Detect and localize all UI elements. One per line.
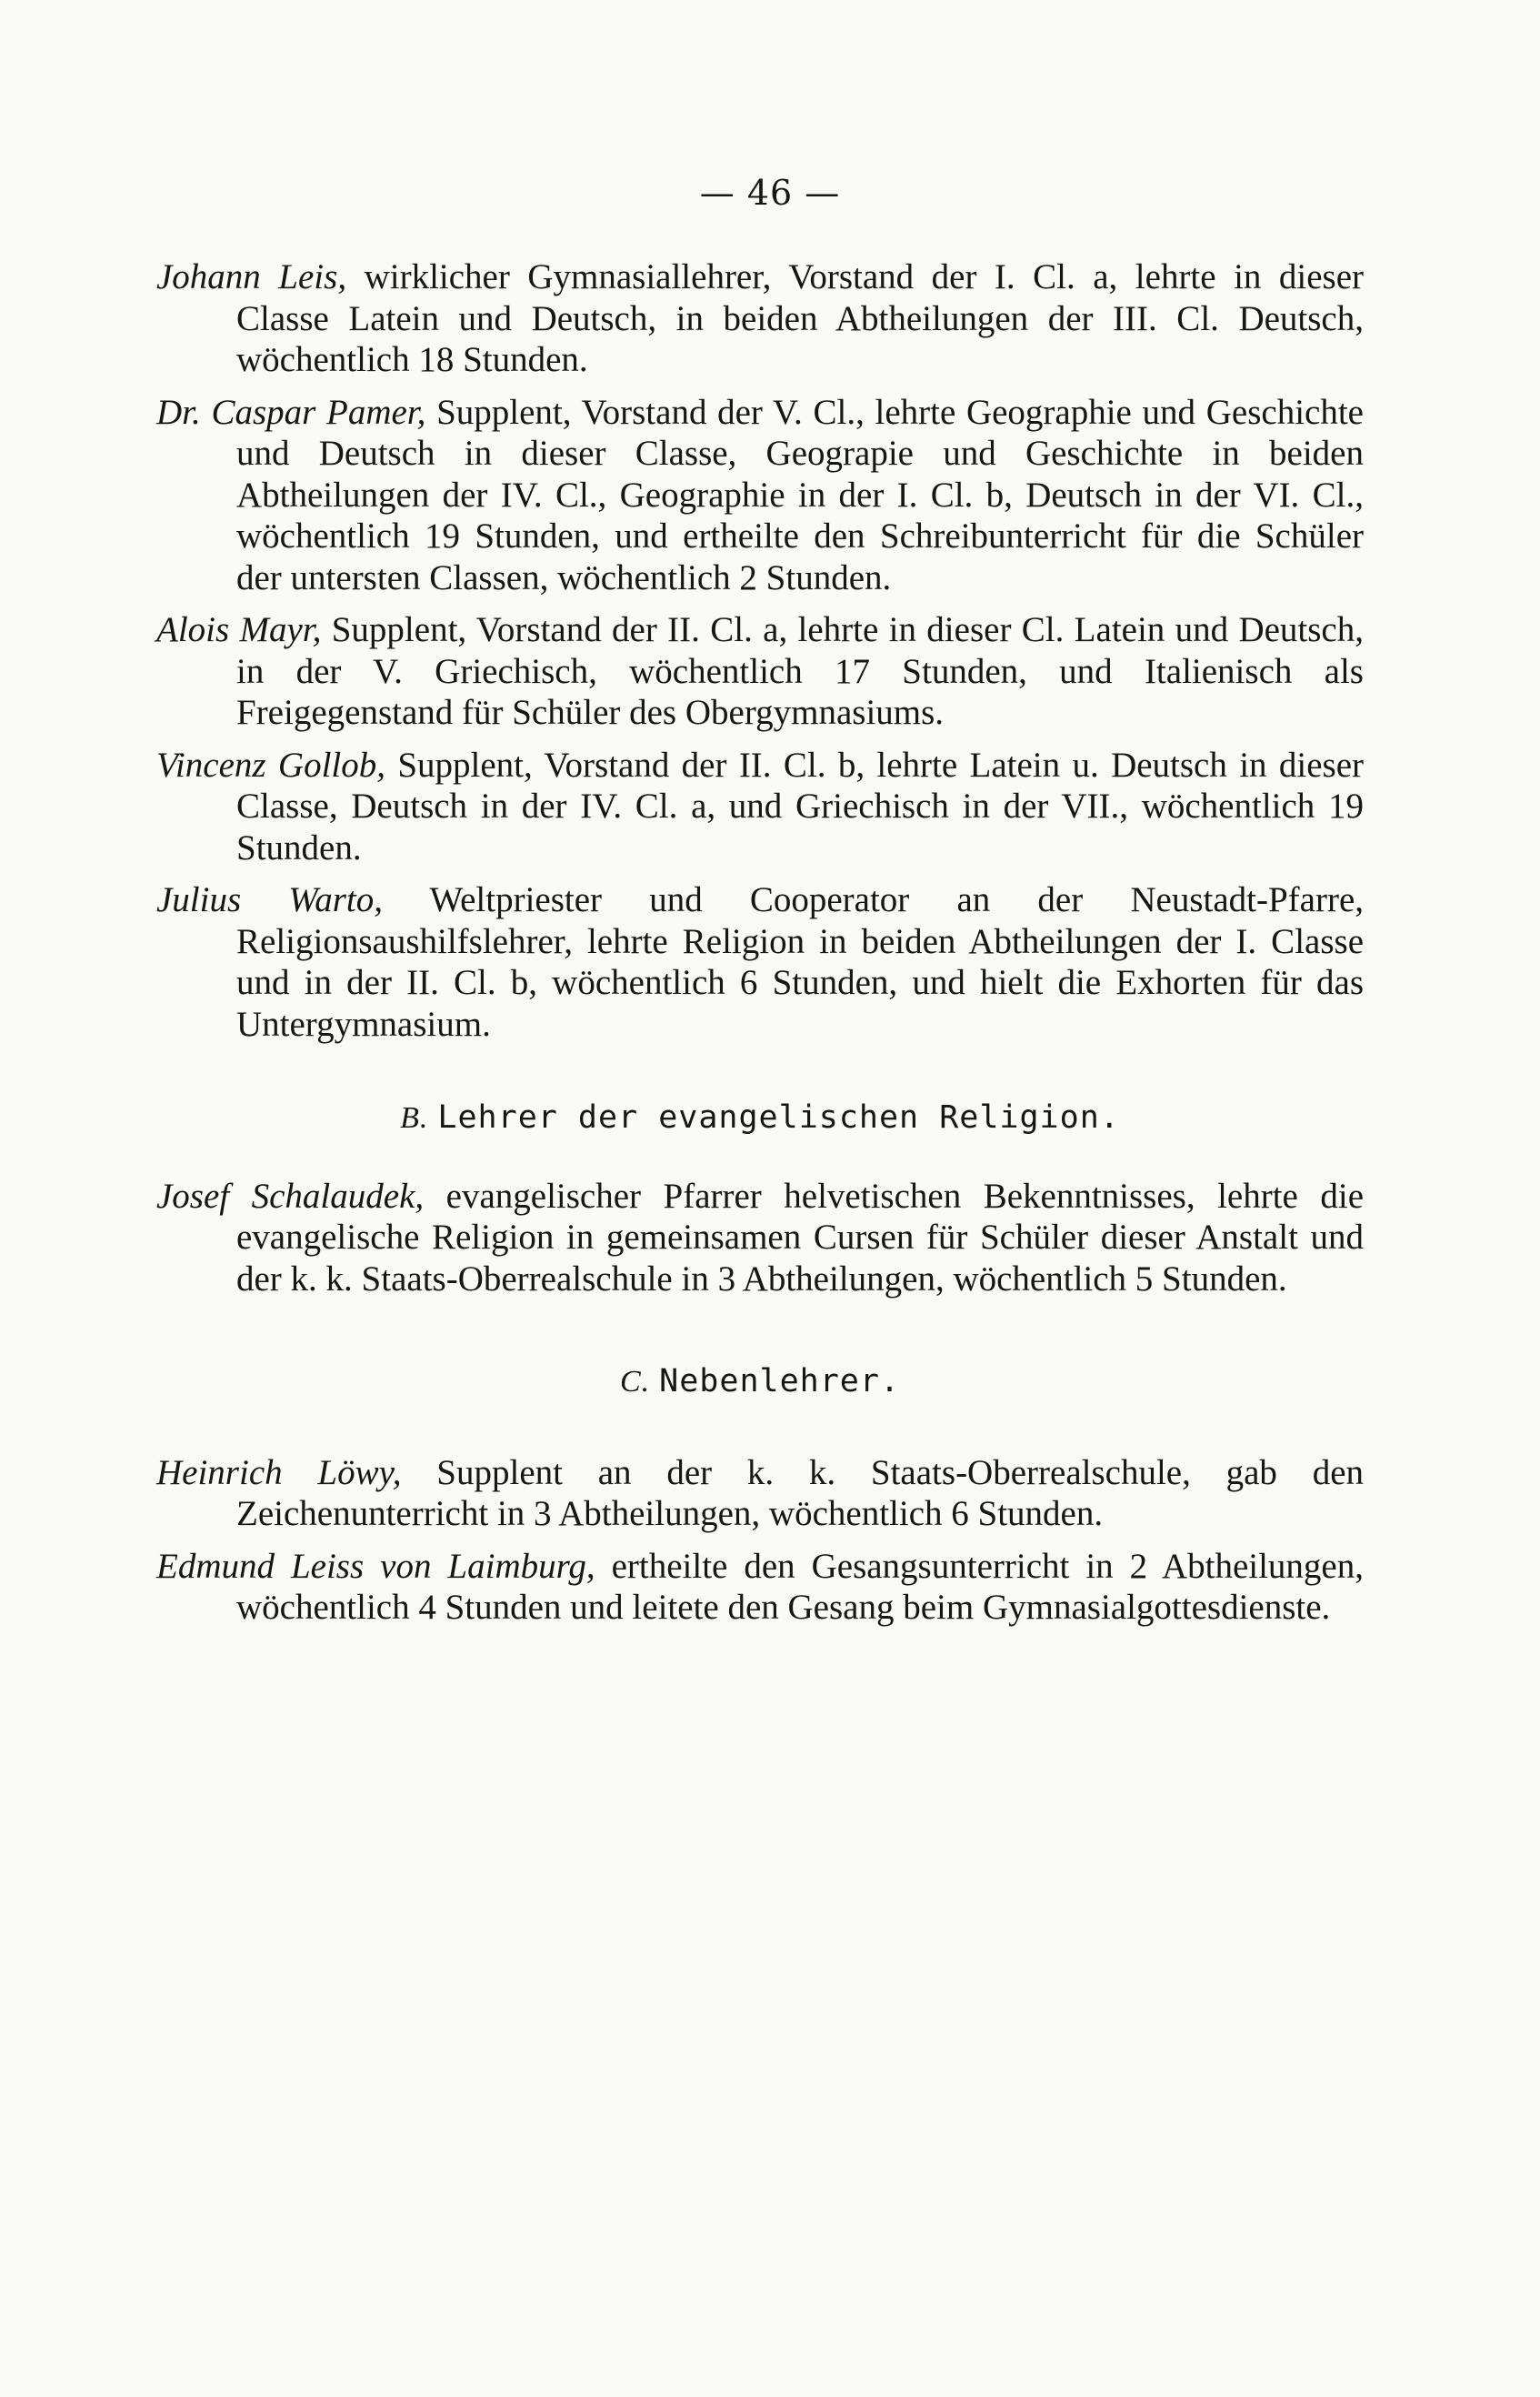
teacher-name: Josef Schalaudek, [156, 1176, 425, 1216]
section-heading-c [156, 1361, 1364, 1403]
teacher-entry [156, 879, 1364, 1045]
teacher-entry [156, 1176, 1364, 1300]
teacher-entry [156, 609, 1364, 734]
section-letter: C. [619, 1365, 651, 1399]
teacher-entry [156, 1452, 1364, 1535]
section-title: Nebenlehrer. [659, 1363, 901, 1399]
teacher-name: Johann Leis, [156, 257, 347, 296]
teacher-entry [156, 392, 1364, 599]
teacher-name: Alois Mayr, [156, 610, 322, 649]
teacher-description: Weltpriester und Cooperator an der Neustadt-Pfarre, Religionsaushilfslehrer, lehrte Religion in beiden Abtheilungen der I. Classe und in der II. Cl. b, wöchentlich 6 Stunden, und hielt die Exhorten für das Untergymnasium. [236, 880, 1364, 1044]
teacher-entry [156, 256, 1364, 381]
teacher-name: Dr. Caspar Pamer, [156, 392, 426, 432]
section-letter: B. [400, 1101, 429, 1135]
teacher-description: Supplent, Vorstand der II. Cl. b, lehrte Latein u. Deutsch in dieser Classe, Deutsch in der IV. Cl. a, und Griechisch in der VII., wöchentlich 19 Stunden. [236, 745, 1365, 868]
page-content [156, 256, 1364, 1640]
teacher-description: Supplent, Vorstand der II. Cl. a, lehrte in dieser Cl. Latein und Deutsch, in der V. Griechisch, wöchentlich 17 Stunden, und Italienisch als Freigegenstand für Schüler des Obergymnasiums. [236, 610, 1364, 732]
teacher-entry [156, 745, 1364, 869]
teacher-entry [156, 1546, 1364, 1629]
page-number: — 46 — [699, 173, 841, 213]
teacher-description: Supplent an der k. k. Staats-Oberrealschule, gab den Zeichenunterricht in 3 Abtheilungen, wöchentlich 6 Stunden. [236, 1452, 1364, 1533]
section-heading-b [156, 1098, 1364, 1139]
teacher-description: wirklicher Gymnasiallehrer, Vorstand der I. Cl. a, lehrte in dieser Classe Latein und Deutsch, in beiden Abtheilungen der III. Cl. Deutsch, wöchentlich 18 Stunden. [236, 257, 1365, 379]
teacher-name: Heinrich Löwy, [156, 1452, 402, 1492]
teacher-description: ertheilte den Gesangsunterricht in 2 Abtheilungen, wöchentlich 4 Stunden und leitete den Gesang beim Gymnasialgottesdienste. [236, 1546, 1364, 1627]
teacher-description: evangelischer Pfarrer helvetischen Bekenntnisses, lehrte die evangelische Religion in gemeinsamen Cursen für Schüler dieser Anstalt und der k. k. Staats-Oberrealschule in 3 Abtheilungen, wöchentlich 5 Stunden. [236, 1176, 1365, 1299]
teacher-name: Edmund Leiss von Laimburg, [156, 1546, 595, 1586]
section-title: Lehrer der evangelischen Religion. [437, 1099, 1120, 1136]
teacher-name: Vincenz Gollob, [156, 745, 385, 785]
teacher-name: Julius Warto, [156, 880, 383, 919]
teacher-description: Supplent, Vorstand der V. Cl., lehrte Geographie und Geschichte und Deutsch in dieser Classe, Geograpie und Geschichte in beiden Abtheilungen der IV. Cl., Geographie in der I. Cl. b, Deutsch in der VI. Cl., wöchentlich 19 Stunden, und ertheilte den Schreibunterricht für die Schüler der untersten Classen, wöchentlich 2 Stunden. [236, 392, 1364, 597]
